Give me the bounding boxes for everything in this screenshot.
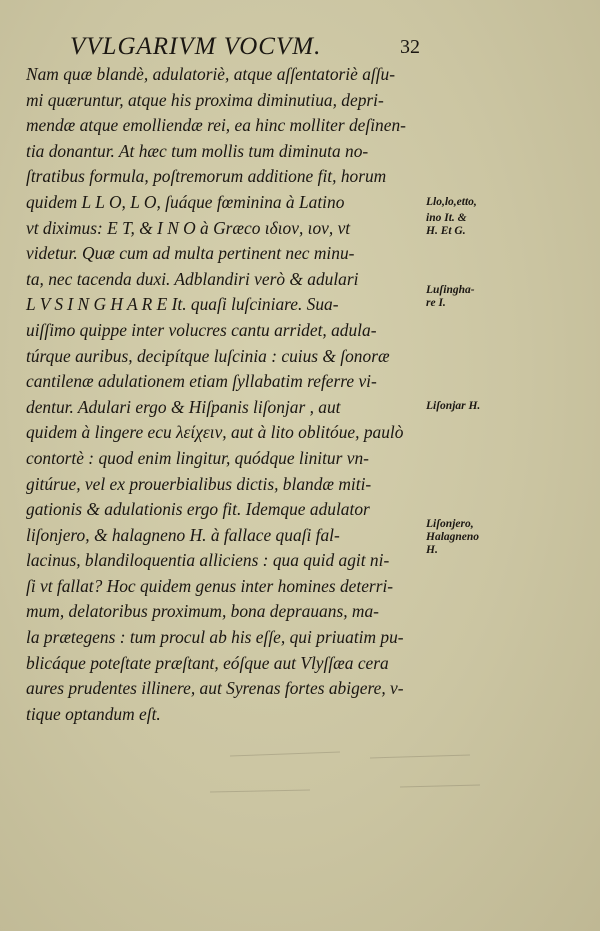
text-line: videtur. Quæ cum ad multa pertinent nec minu- xyxy=(26,243,355,264)
text-line: ſi vt fallat? Hoc quidem genus inter homines deterri- xyxy=(26,575,394,596)
text-line: gitúrue, vel ex prouerbialibus dictis, blandæ miti- xyxy=(26,473,372,494)
bleed-through-texture xyxy=(190,740,490,810)
text-line: lacinus, blandiloquentia alliciens : qua quid agit ni- xyxy=(26,550,390,571)
margin-note-line: H. xyxy=(426,544,438,556)
text-line: mendæ atque emolliendæ rei, ea hinc molliter deſinen- xyxy=(26,115,406,136)
margin-note-line: Luſingha- xyxy=(426,284,475,296)
text-line: gationis & adulationis ergo fit. Idemque adulator xyxy=(26,499,370,520)
text-line: contortè : quod enim lingitur, quódque linitur vn- xyxy=(26,447,369,468)
margin-note xyxy=(426,196,477,209)
text-line: aures prudentes illinere, aut Syrenas fortes abigere, v- xyxy=(26,678,404,699)
margin-note-line: re I. xyxy=(426,297,446,309)
text-line: ta, nec tacenda duxi. Adblandiri verò & adulari xyxy=(26,268,359,289)
margin-note-line: H. Et G. xyxy=(426,225,466,237)
text-line: quidem L L O, L O, ſuáque fœminina à Latino xyxy=(26,191,345,212)
page-title: VVLGARIVM VOCVM. xyxy=(70,33,322,60)
margin-note xyxy=(426,400,480,413)
text-line: vt diximus: E T, & I N O à Græco ιδιον, ιον, vt xyxy=(26,217,351,238)
margin-note-line: ino It. & xyxy=(426,212,467,224)
margin-note xyxy=(426,544,438,557)
margin-note-line: Halagneno xyxy=(426,531,480,543)
text-line: L V S I N G H A R E It. quaſi luſciniare. Sua- xyxy=(26,294,339,315)
text-line: uiſſimo quippe inter volucres cantu arridet, adula- xyxy=(26,319,377,340)
text-line: dentur. Adulari ergo & Hiſpanis liſonjar , aut xyxy=(26,396,341,417)
body-text xyxy=(26,62,446,727)
text-line: la prætegens : tum procul ab his eſſe, qui priuatim pu- xyxy=(26,627,404,648)
text-line: blicáque poteſtate præſtant, eóſque aut Vlyſſæa cera xyxy=(26,652,389,673)
margin-note xyxy=(426,212,467,238)
margin-note-line: Liſonjar H. xyxy=(426,400,481,412)
text-line: liſonjero, & halagneno H. à fallace quaſi fal- xyxy=(26,524,340,545)
margin-note-line: Liſonjero, xyxy=(426,518,474,530)
text-line: tia donantur. At hæc tum mollis tum diminuta no- xyxy=(26,140,369,161)
running-head xyxy=(70,32,450,66)
text-line: ſtratibus formula, poſtremorum additione fit, horum xyxy=(26,166,387,187)
text-line: mi quæruntur, atque his proxima diminutiua, depri- xyxy=(26,89,384,110)
text-line: quidem à lingere ecu λείχειν, aut à lito oblitóue, paulò xyxy=(26,422,404,443)
text-line: túrque auribus, decipítque luſcinia : cuius & ſonoræ xyxy=(26,345,390,366)
margin-note xyxy=(426,284,475,310)
text-line: cantilenæ adulationem etiam ſyllabatim referre vi- xyxy=(26,371,377,392)
text-line: tique optandum eſt. xyxy=(26,703,161,724)
bleed-through-marks xyxy=(190,740,490,810)
margin-note xyxy=(426,518,479,544)
text-line: Nam quæ blandè, adulatoriè, atque aſſentatoriè aſſu- xyxy=(26,64,396,84)
page-number: 32 xyxy=(400,36,420,58)
margin-note-line: Llo,lo,etto, xyxy=(426,196,477,208)
text-line: mum, delatoribus proximum, bona deprauans, ma- xyxy=(26,601,379,622)
